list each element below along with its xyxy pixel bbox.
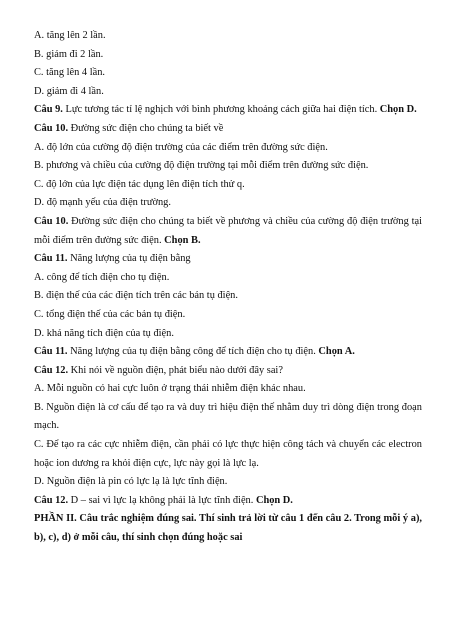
question-12: Câu 12. Khi nói về nguồn điện, phát biểu nào dưới đây sai? bbox=[34, 364, 283, 376]
question-label: Câu 10. bbox=[34, 215, 69, 227]
option-d: D. độ mạnh yếu của điện trường. bbox=[34, 197, 171, 209]
question-label: Câu 12. bbox=[34, 494, 69, 506]
option-b: B. phương và chiều của cường độ điện trường tại mỗi điểm trên đường sức điện. bbox=[34, 160, 369, 172]
option-d: D. Nguồn điện là pin có lực lạ là lực tĩnh điện. bbox=[34, 476, 228, 488]
option-a: A. tăng lên 2 lần. bbox=[34, 30, 106, 41]
answer-choice: Chọn D. bbox=[379, 104, 417, 116]
question-11: Câu 11. Năng lượng của tụ điện bằng bbox=[34, 253, 191, 265]
option-c: C. độ lớn của lực điện tác dụng lên điện tích thử q. bbox=[34, 178, 245, 190]
document-page bbox=[34, 27, 422, 548]
question-label: Câu 12. bbox=[34, 364, 69, 376]
question-10: Câu 10. Đường sức điện cho chúng ta biết về bbox=[34, 122, 224, 134]
section-heading-part-2: PHẦN II. Câu trắc nghiệm đúng sai. Thí sinh trả lời từ câu 1 đến câu 2. Trong mỗi ý a), b), c), d) ở mỗi câu, thí sinh chọn đúng hoặc sai bbox=[34, 513, 422, 544]
option-b: B. Nguồn điện là cơ cấu để tạo ra và duy trì hiệu điện thế nhằm duy trì dòng điện trong đoạn mạch. bbox=[34, 401, 422, 432]
option-a: A. công để tích điện cho tụ điện. bbox=[34, 271, 170, 283]
solution-11: Câu 11. Năng lượng của tụ điện bằng công để tích điện cho tụ điện. Chọn A. bbox=[34, 346, 355, 358]
option-a: A. Mỗi nguồn có hai cực luôn ở trạng thái nhiễm điện khác nhau. bbox=[34, 383, 306, 395]
option-d: D. giảm đi 4 lần. bbox=[34, 85, 104, 97]
solution-10: Câu 10. Đường sức điện cho chúng ta biết về phương và chiều của cường độ điện trường tại mỗi điểm trên đường sức điện. Chọn B. bbox=[34, 215, 422, 246]
answer-choice: Chọn D. bbox=[255, 494, 293, 506]
option-b: B. giảm đi 2 lần. bbox=[34, 48, 104, 60]
question-label: Câu 11. bbox=[34, 253, 68, 265]
answer-choice: Chọn B. bbox=[164, 234, 201, 246]
solution-9: Câu 9. Lực tương tác tỉ lệ nghịch với bình phương khoảng cách giữa hai điện tích. Chọn D. bbox=[34, 104, 417, 116]
solution-12: Câu 12. D – sai vì lực lạ không phải là lực tĩnh điện. Chọn D. bbox=[34, 494, 293, 506]
option-a: A. độ lớn của cường độ điện trường của các điểm trên đường sức điện. bbox=[34, 141, 328, 153]
question-label: Câu 9. bbox=[34, 104, 63, 116]
option-b: B. điện thế của các điện tích trên các bản tụ điện. bbox=[34, 290, 238, 302]
option-d: D. khả năng tích điện của tụ điện. bbox=[34, 327, 174, 339]
option-c: C. tăng lên 4 lần. bbox=[34, 67, 105, 79]
question-label: Câu 11. bbox=[34, 346, 68, 358]
answer-choice: Chọn A. bbox=[318, 346, 355, 358]
option-c: C. tổng điện thế của các bản tụ điện. bbox=[34, 308, 186, 320]
option-c: C. Để tạo ra các cực nhiễm điện, cần phải có lực thực hiện công tách và chuyển các electron hoặc ion dương ra khỏi điện cực, lực này gọi là lực lạ. bbox=[34, 439, 422, 469]
question-label: Câu 10. bbox=[34, 122, 69, 134]
